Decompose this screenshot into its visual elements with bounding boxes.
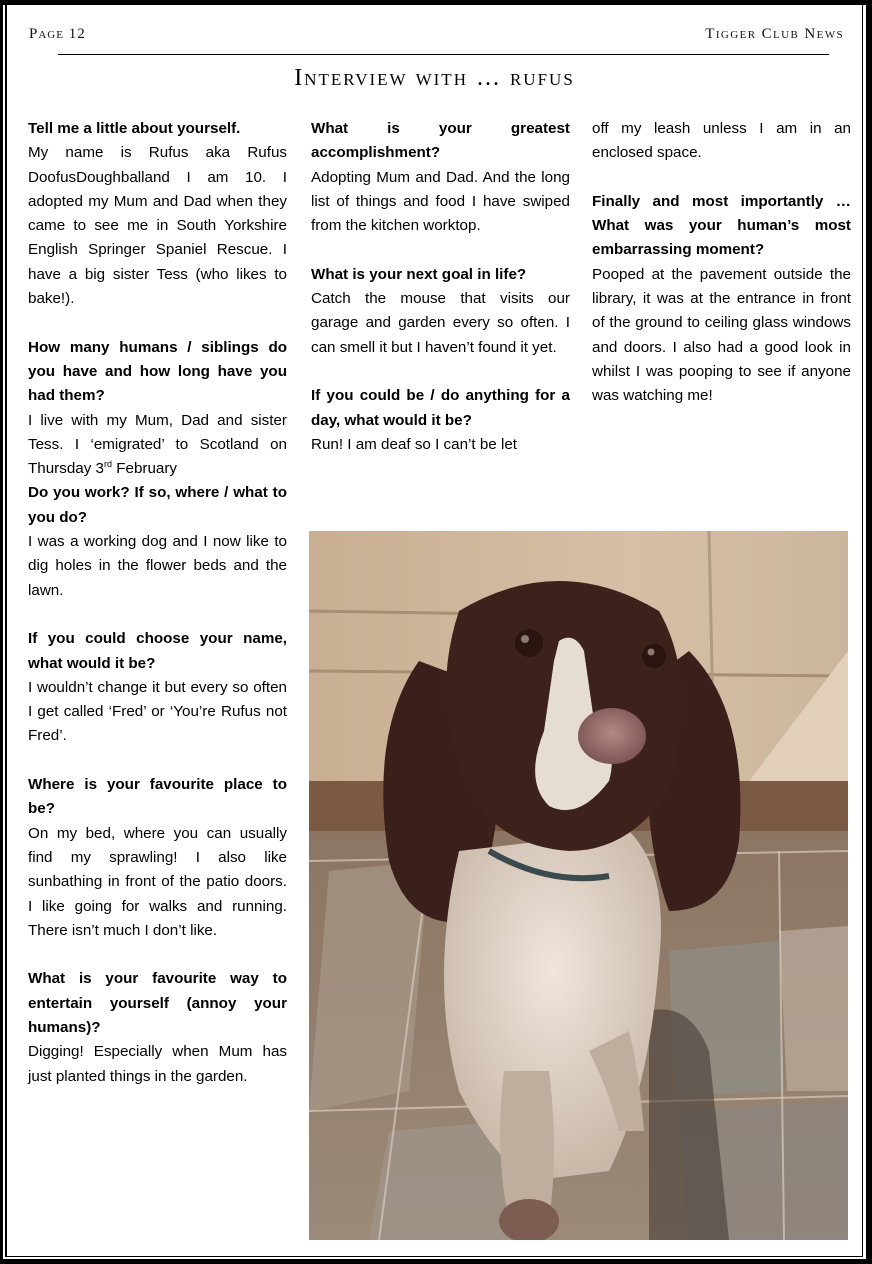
article-column-1 [28,117,287,1089]
answer: Run! I am deaf so I can’t be let [311,435,517,453]
publication-name: Tigger Club News [705,26,844,42]
answer: On my bed, where you can usually find my sprawling! I also like sunbathing in front of the patio doors. I like going for walks and running. There isn’t much I don’t like. [28,824,287,939]
answer: Adopting Mum and Dad. And the long list of things and food I have swiped from the kitchen worktop. [311,168,570,235]
answer: My name is Rufus aka Rufus DoofusDoughballand I am 10. I adopted my Mum and Dad when they came to see me in South Yorkshire English Springer Spaniel Rescue. I have a big sister Tess (who likes to bake!). [28,144,287,308]
question: If you could choose your name, what would it be? [28,630,287,672]
question: Where is your favourite place to be? [28,776,287,818]
question: If you could be / do anything for a day, what would it be? [311,387,570,429]
question: What is your greatest accomplishment? [311,120,570,162]
dog-eye-left [515,629,543,657]
answer: Catch the mouse that visits our garage and garden every so often. I can smell it but I haven’t found it yet. [311,290,570,356]
answer: Digging! Especially when Mum has just planted things in the garden. [28,1043,287,1085]
question: What is your favourite way to entertain yourself (annoy your humans)? [28,970,287,1036]
article-title: Interview with … rufus [294,65,575,91]
question: Finally and most importantly … What was your human’s most embarrassing moment? [592,192,851,259]
question: Do you work? If so, where / what to you do? [28,484,287,526]
dog-eye-right [642,644,666,668]
question: How many humans / siblings do you have and how long have you had them? [28,338,287,405]
answer: Pooped at the pavement outside the library, it was at the entrance in front of the ground to ceiling glass windows and doors. I also had a good look in whilst I was pooping to see if anyone was watching me! [592,265,851,405]
answer: I live with my Mum, Dad and sister Tess. I ‘emigrated’ to Scotland on Thursday 3rd February [28,411,287,478]
answer: I was a working dog and I now like to dig holes in the flower beds and the lawn. [28,533,287,599]
question: What is your next goal in life? [311,265,527,283]
dog-nose [578,708,646,764]
article-column-3 [592,117,851,409]
answer-continued: off my leash unless I am in an enclosed space. [592,120,851,162]
dog-photo [309,531,848,1240]
dog-leg [500,1071,554,1221]
question: Tell me a little about yourself. [28,120,241,137]
page-number: Page 12 [29,26,86,42]
dog-photo-illustration [309,531,848,1240]
header-divider [58,54,829,55]
answer: I wouldn’t change it but every so often I get called ‘Fred’ or ‘You’re Rufus not Fred’. [28,678,287,745]
article-column-2 [311,117,570,457]
